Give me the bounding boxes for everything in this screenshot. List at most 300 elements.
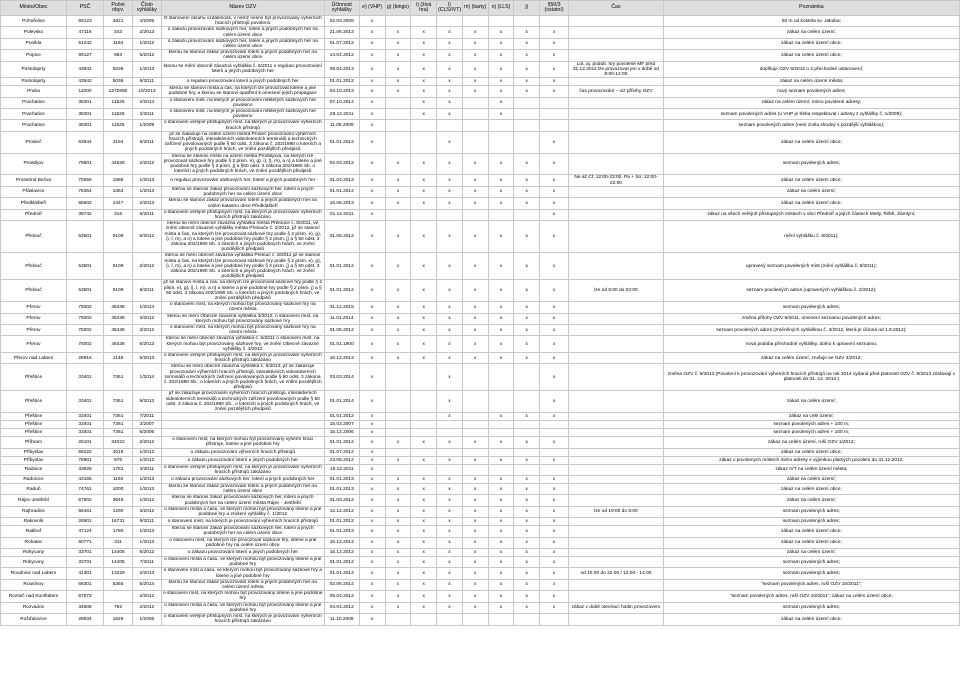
live-game-cell: x <box>411 153 437 175</box>
time-cell <box>569 198 664 209</box>
other-cell: x <box>540 484 569 495</box>
effective-date-cell: 15.12.2012 <box>324 549 359 557</box>
decree-name-cell: kterou se stanoví zákaz provozování loterií a jiných podobných her na celém území obce <box>161 484 324 495</box>
cls-ivt-cell: x <box>437 476 463 484</box>
effective-date-cell: 01.05.2012 <box>324 324 359 335</box>
zip-cell: 50771 <box>66 537 103 548</box>
zip-cell: 75002 <box>66 302 103 313</box>
table-row <box>1 302 960 313</box>
note-cell: seznam povolených adres + 100 m; <box>663 421 959 429</box>
other-cell: x <box>540 518 569 526</box>
live-game-cell <box>411 131 437 153</box>
live-game-cell: x <box>411 109 437 120</box>
table-row <box>1 175 960 186</box>
cards-cell <box>462 413 488 421</box>
city-cell: Postoloprty <box>1 78 67 86</box>
column-header[interactable]: PSČ <box>66 1 103 16</box>
note-cell: seznam povolených adres (změněných vyhláškou č. 3/2012, která je účinná od 1.9.2012); <box>663 324 959 335</box>
decree-name-cell: o stanovení veřejně přístupných míst, na kterých je provozování výherních hracích přístrojů zakázáno <box>161 209 324 220</box>
bingo-cell: x <box>385 526 411 537</box>
cls-ivt-cell: x <box>437 302 463 313</box>
decree-name-cell: již se stanoví místa a čas, na kterých lze provozovat sázkové hry podle § 2 písm. e), g), i), l, m), a n) a loterie a jiné podobné hry podle § 2 písm. j) a § 50 odst. 3 zákona 202/1990 Sb. o loteriích a jiných podobných hrách, ve znění pozdějších předpisů <box>161 280 324 302</box>
other-cell: x <box>540 549 569 557</box>
decree-name-cell: o stanovení veřejně přístupných míst, na kterých je provozování výherních hracích přístrojů zakázáno <box>161 464 324 475</box>
population-cell: 1148 <box>104 352 133 363</box>
other-cell: x <box>540 602 569 613</box>
table-row <box>1 78 960 86</box>
population-cell: 45438 <box>104 313 133 324</box>
vhp-cell: x <box>359 221 385 253</box>
lls-cell: x <box>488 153 514 175</box>
live-game-cell: x <box>411 518 437 526</box>
zip-cell: 38742 <box>66 209 103 220</box>
cls-ivt-cell: x <box>437 506 463 517</box>
decree-number-cell: 6/2011 <box>132 78 161 86</box>
vhp-cell: x <box>359 61 385 78</box>
time-cell: lze od 19:00 do 5:00 <box>569 506 664 517</box>
note-cell: zákaz na celém území obce; <box>663 537 959 548</box>
decree-name-cell: kterou se mění obecně závazná vyhláška města Přelouče č. 8/2011, ve znění obecně závazné vyhlášky města Přelouče č. 2/2012, již se stanoví místa a čas, na kterých lze provozovat sázkové hry podle § 2 písm. e), g), i), l, m), a n) a loterie a jiné podobné hry podle § 2 písm. j) a § 50 odst. 3 zákona 202/1990 Sb. o loteriích a jiných podobných hrách, ve znění pozdějších předpisů <box>161 221 324 253</box>
note-cell: zákaz na celém území obce; <box>663 614 959 625</box>
live-game-cell: x <box>411 557 437 568</box>
decree-number-cell: 2/2013 <box>132 198 161 209</box>
table-row <box>1 429 960 437</box>
note-cell: seznam povolených adres (upravených vyhláškou č. 2/2012); <box>663 280 959 302</box>
j-cell: x <box>514 557 540 568</box>
decree-number-cell: 1/2012 <box>132 456 161 464</box>
decree-number-cell: 5/2006 <box>132 429 161 437</box>
population-cell: 7361 <box>104 413 133 421</box>
cls-ivt-cell: x <box>437 175 463 186</box>
decree-name-cell: kterou se mění obecně závazná vyhláška Přelouč č. 8/2011 již se stanoví místa a čas, na kterých lze provozovat sázkové hry podle § 2 písm. e), g), i), l, m), a n) a loterie a jiné podobné hry podle § 2 písm. j) a § 50 odst. 3 zákona 202/1990 Sb. o loteriích a jiných podobných hrách, ve znění pozdějších předpisů <box>161 253 324 280</box>
decree-name-cell: o zákazu provozování sázkových her, loterií a jiných podobných her na celém území obce <box>161 38 324 49</box>
lls-cell: x <box>488 537 514 548</box>
column-header[interactable]: g) (bingo) <box>385 1 411 16</box>
vhp-cell: x <box>359 602 385 613</box>
j-cell: x <box>514 518 540 526</box>
vhp-cell: x <box>359 38 385 49</box>
column-header[interactable]: i) (živá hra) <box>411 1 437 16</box>
vhp-cell: x <box>359 484 385 495</box>
cls-ivt-cell <box>437 209 463 220</box>
lls-cell: x <box>488 50 514 61</box>
decree-name-cell: kterou se stanoví místa na území města Prostějova, na kterých lze provozovat sázkové hry podle § 2 písm. e), g), i), l), m), a n) a loterie a jiné podobné hry podle § 2 písm. j) a §50 odst. 3 zákona 202/1990 Sb. o loteriích a jiných podobných hrách, ve znění pozdějších předpisů <box>161 153 324 175</box>
vhp-cell: x <box>359 280 385 302</box>
time-cell <box>569 253 664 280</box>
table-row <box>1 526 960 537</box>
decree-name-cell: o stanovení místa a času, ve kterých mohou být provozovány loterie a jiné podobné hry <box>161 602 324 613</box>
decree-name-cell: již se zakazuje na celém území města Proseč provozování výherních hracích přístrojů, interaktivních videoloterních terminálů a technických zařízení povolovaných podle § 50 odst. 3 zákona č. 202/1990 o loteriích a jiných podobných hrách, ve znění pozdějších předpisů <box>161 131 324 153</box>
live-game-cell: x <box>411 324 437 335</box>
city-cell: Rokycany <box>1 549 67 557</box>
vhp-cell: x <box>359 27 385 38</box>
cls-ivt-cell: x <box>437 153 463 175</box>
city-cell: Prachatice <box>1 109 67 120</box>
lls-cell: x <box>488 61 514 78</box>
city-cell: Popice <box>1 50 67 61</box>
bingo-cell: x <box>385 313 411 324</box>
note-cell: mění vyhlášku č. 8/2011); <box>663 221 959 253</box>
note-cell: zákaz na celém území obce; <box>663 131 959 153</box>
cls-ivt-cell: x <box>437 97 463 108</box>
cards-cell: x <box>462 38 488 49</box>
cls-ivt-cell: x <box>437 591 463 602</box>
note-cell: seznam povolených adres; <box>663 602 959 613</box>
time-cell <box>569 549 664 557</box>
cards-cell: x <box>462 302 488 313</box>
cls-ivt-cell: x <box>437 50 463 61</box>
bingo-cell <box>385 429 411 437</box>
vhp-cell: x <box>359 448 385 456</box>
lls-cell <box>488 614 514 625</box>
cards-cell: x <box>462 484 488 495</box>
column-header[interactable]: Poznámka <box>663 1 959 16</box>
lls-cell: x <box>488 557 514 568</box>
city-cell: Radnice <box>1 464 67 475</box>
table-row <box>1 568 960 579</box>
decree-number-cell: 6/2012 <box>132 221 161 253</box>
time-cell <box>569 78 664 86</box>
time-cell <box>569 464 664 475</box>
live-game-cell: x <box>411 280 437 302</box>
effective-date-cell: 01.01.2012 <box>324 413 359 421</box>
vhp-cell: x <box>359 464 385 475</box>
bingo-cell: x <box>385 175 411 186</box>
other-cell: x <box>540 61 569 78</box>
population-cell: 5036 <box>104 78 133 86</box>
city-cell: Radonice <box>1 476 67 484</box>
cls-ivt-cell <box>437 448 463 456</box>
table-row <box>1 364 960 391</box>
table-row <box>1 557 960 568</box>
lls-cell: x <box>488 506 514 517</box>
bingo-cell: x <box>385 437 411 448</box>
lls-cell: x <box>488 324 514 335</box>
column-header[interactable]: §50/3 (ostatní) <box>540 1 569 16</box>
decree-number-cell: 1/2013 <box>132 476 161 484</box>
cls-ivt-cell: x <box>437 27 463 38</box>
bingo-cell: x <box>385 568 411 579</box>
vhp-cell: x <box>359 97 385 108</box>
cards-cell: x <box>462 526 488 537</box>
j-cell <box>514 109 540 120</box>
column-header[interactable]: Město/Obec <box>1 1 67 16</box>
table-row <box>1 506 960 517</box>
zip-cell: 43942 <box>66 61 103 78</box>
lls-cell: x <box>488 579 514 590</box>
vhp-cell: x <box>359 413 385 421</box>
effective-date-cell: 01.01.1900 <box>324 336 359 353</box>
bingo-cell: x <box>385 484 411 495</box>
cls-ivt-cell: x <box>437 253 463 280</box>
cards-cell: x <box>462 336 488 353</box>
column-header[interactable]: Název OZV <box>161 1 324 16</box>
cards-cell: x <box>462 437 488 448</box>
time-cell <box>569 221 664 253</box>
other-cell: x <box>540 413 569 421</box>
cards-cell: x <box>462 280 488 302</box>
column-header[interactable]: m) (karty) <box>462 1 488 16</box>
zip-cell: 47124 <box>66 526 103 537</box>
city-cell: Přelouč <box>1 221 67 253</box>
bingo-cell <box>385 464 411 475</box>
decree-name-cell: kterou se stanoví zákaz provozování sázkových her, loterií a jiných podobných her na celém území obce <box>161 526 324 537</box>
cls-ivt-cell: x <box>437 568 463 579</box>
vhp-cell: x <box>359 120 385 131</box>
city-cell: Prachatice <box>1 120 67 131</box>
other-cell: x <box>540 186 569 197</box>
decree-name-cell: o zákazu provozování sázkových her, loterií a jiných podobných her <box>161 476 324 484</box>
vhp-cell: x <box>359 391 385 413</box>
decree-name-cell: o stanovení veřejně přístupných míst, na kterých je provozování výherních hracích přístrojů zakázáno <box>161 614 324 625</box>
live-game-cell: x <box>411 175 437 186</box>
zip-cell: 26901 <box>66 518 103 526</box>
note-cell: upravený seznam povolených míst (mění vyhlášku č. 8/2011); <box>663 253 959 280</box>
lls-cell: x <box>488 38 514 49</box>
population-cell: 5036 <box>104 61 133 78</box>
bingo-cell <box>385 364 411 391</box>
population-cell: 3645 <box>104 495 133 506</box>
other-cell <box>540 109 569 120</box>
zip-cell: 33401 <box>66 413 103 421</box>
decree-name-cell: o regulaci provozování sázkových her, loterií a jiných podobných her <box>161 175 324 186</box>
time-cell: zákaz v době otevírací hodin provozovem <box>569 602 664 613</box>
zip-cell: 28916 <box>66 352 103 363</box>
lls-cell: x <box>488 437 514 448</box>
lls-cell <box>488 120 514 131</box>
j-cell: x <box>514 302 540 313</box>
j-cell: x <box>514 413 540 421</box>
cls-ivt-cell: x <box>437 313 463 324</box>
column-header[interactable]: e) (VHP) <box>359 1 385 16</box>
bingo-cell: x <box>385 324 411 335</box>
effective-date-cell: 07.10.2014 <box>324 97 359 108</box>
effective-date-cell: 02.06.2014 <box>324 579 359 590</box>
vhp-cell: x <box>359 313 385 324</box>
decree-number-cell: 1/2013 <box>132 537 161 548</box>
population-cell: 11525 <box>104 120 133 131</box>
table-row <box>1 186 960 197</box>
population-cell: 14405 <box>104 557 133 568</box>
effective-date-cell: 11.08.2009 <box>324 120 359 131</box>
column-header[interactable]: Čas <box>569 1 664 16</box>
j-cell: x <box>514 476 540 484</box>
population-cell: 1193 <box>104 476 133 484</box>
live-game-cell: x <box>411 352 437 363</box>
decree-number-cell: 2/2013 <box>132 27 161 38</box>
decree-number-cell: 1/2012 <box>132 38 161 49</box>
decree-name-cell: kterou se stanoví zákaz provozování loterií a jiných podobných her na celém katastru obce Předklášteří <box>161 198 324 209</box>
live-game-cell: x <box>411 476 437 484</box>
bingo-cell <box>385 448 411 456</box>
population-cell: 1626 <box>104 614 133 625</box>
live-game-cell: x <box>411 579 437 590</box>
decree-number-cell: 3/2012 <box>132 324 161 335</box>
other-cell: x <box>540 86 569 97</box>
zip-cell: 33401 <box>66 364 103 391</box>
decree-number-cell: 3/2012 <box>132 506 161 517</box>
cls-ivt-cell: x <box>437 557 463 568</box>
table-row <box>1 518 960 526</box>
effective-date-cell: 01.01.2013 <box>324 484 359 495</box>
effective-date-cell: 01.01.2012 <box>324 518 359 526</box>
live-game-cell: x <box>411 221 437 253</box>
population-cell: 343 <box>104 27 133 38</box>
vhp-cell: x <box>359 591 385 602</box>
vhp-cell: x <box>359 175 385 186</box>
lls-cell <box>488 429 514 437</box>
vhp-cell: x <box>359 518 385 526</box>
population-cell: 1290 <box>104 506 133 517</box>
bingo-cell: x <box>385 579 411 590</box>
decree-name-cell <box>161 413 324 421</box>
population-cell: 9108 <box>104 221 133 253</box>
vhp-cell: x <box>359 526 385 537</box>
column-header[interactable]: l) (CLS/IVT) <box>437 1 463 16</box>
cls-ivt-cell <box>437 120 463 131</box>
decree-number-cell: 5/2013 <box>132 352 161 363</box>
column-header[interactable]: Účinnost vyhlášky <box>324 1 359 16</box>
note-cell: seznam povolených adres; <box>663 557 959 568</box>
table-row <box>1 602 960 613</box>
vhp-cell: x <box>359 437 385 448</box>
city-cell: Pohořelice <box>1 16 67 27</box>
effective-date-cell: 15.12.2013 <box>324 537 359 548</box>
table-row <box>1 38 960 49</box>
population-cell: 1780 <box>104 526 133 537</box>
j-cell: x <box>514 579 540 590</box>
bingo-cell: x <box>385 61 411 78</box>
bingo-cell: x <box>385 476 411 484</box>
vhp-cell: x <box>359 429 385 437</box>
time-cell <box>569 518 664 526</box>
zip-cell: 11000 <box>66 86 103 97</box>
note-cell: seznam povolených adres; <box>663 153 959 175</box>
population-cell: 45438 <box>104 324 133 335</box>
j-cell <box>514 16 540 27</box>
population-cell: 1363 <box>104 186 133 197</box>
live-game-cell: x <box>411 484 437 495</box>
table-row <box>1 464 960 475</box>
city-cell: Prosetínd Bečva <box>1 175 67 186</box>
zip-cell: 34806 <box>66 602 103 613</box>
city-cell: Raduň <box>1 484 67 495</box>
note-cell: zákaz na celém území obce; <box>663 50 959 61</box>
population-cell: 1000 <box>104 484 133 495</box>
population-cell: 1194 <box>104 38 133 49</box>
other-cell <box>540 429 569 437</box>
j-cell: x <box>514 313 540 324</box>
cls-ivt-cell: x <box>437 38 463 49</box>
time-cell <box>569 120 664 131</box>
effective-date-cell: 15.03.2007 <box>324 421 359 429</box>
table-row <box>1 253 960 280</box>
lls-cell: x <box>488 602 514 613</box>
city-cell: Prachatice <box>1 97 67 108</box>
live-game-cell <box>411 429 437 437</box>
live-game-cell <box>411 120 437 131</box>
decree-name-cell: o stanovení míst, na kterých mohou být provozovány loterie a jiné podobné hry <box>163 591 323 602</box>
bingo-cell: x <box>385 549 411 557</box>
cards-cell: x <box>462 506 488 517</box>
live-game-cell <box>411 421 437 429</box>
bingo-cell <box>385 97 411 108</box>
cards-cell <box>462 109 488 120</box>
j-cell <box>514 120 540 131</box>
decree-name-cell: kterou se stanoví zákaz provozování loterií a jiných podobných her na celém území obce <box>161 50 324 61</box>
lls-cell: x <box>488 280 514 302</box>
cards-cell: x <box>462 591 488 602</box>
vhp-cell: x <box>359 579 385 590</box>
city-cell: Přeštice <box>1 364 67 391</box>
other-cell: x <box>540 537 569 548</box>
cards-cell: x <box>462 579 488 590</box>
cards-cell: x <box>462 253 488 280</box>
table-row <box>1 313 960 324</box>
table-row <box>1 456 960 464</box>
time-cell <box>569 421 664 429</box>
column-header[interactable]: j) <box>514 1 540 16</box>
cards-cell: x <box>462 86 488 97</box>
cards-cell: x <box>462 602 488 613</box>
lls-cell <box>488 421 514 429</box>
other-cell: x <box>540 506 569 517</box>
decree-name-cell: již se zakazuje provozování výherních hracích přístrojů, interaktivních videoloterních terminálů a technických zařízení povolovaných podle § 50 odst. 3 zákona č. 202/1990 Sb., o loteriích a jiných podobných hrách, ve znění pozdějších předpisů <box>161 391 324 413</box>
other-cell: x <box>540 50 569 61</box>
effective-date-cell: 01.04.2013 <box>324 175 359 186</box>
column-header[interactable]: Číslo vyhlášky <box>132 1 161 16</box>
other-cell: x <box>540 324 569 335</box>
zip-cell: 75002 <box>66 324 103 335</box>
live-game-cell: x <box>411 506 437 517</box>
effective-date-cell: 01.01.2013 <box>324 526 359 537</box>
zip-cell: 47116 <box>66 27 103 38</box>
cls-ivt-cell: x <box>437 495 463 506</box>
time-cell <box>569 484 664 495</box>
lls-cell: x <box>488 591 514 602</box>
decree-name-cell: kterou se stanoví zákaz provozování loterií a jiných podobných her na celém území města <box>161 579 324 590</box>
time-cell <box>569 50 664 61</box>
live-game-cell: x <box>411 198 437 209</box>
note-cell: seznam povolených adres (u VHP je třeba respektovat i adresy z vyhlášky č. 1/2009); <box>663 109 959 120</box>
note-cell: doplňuje OZV 6/2012 o 2.přechodné ustanovení; <box>663 61 959 78</box>
effective-date-cell: 01.01.2012 <box>324 437 359 448</box>
j-cell <box>514 614 540 625</box>
lls-cell: x <box>488 352 514 363</box>
column-header[interactable]: n) (LLS) <box>488 1 514 16</box>
decree-number-cell: 1/2013 <box>132 484 161 495</box>
cards-cell: x <box>462 495 488 506</box>
city-cell: Přeštice <box>1 391 67 413</box>
zip-cell: 78354 <box>66 186 103 197</box>
live-game-cell: x <box>411 456 437 464</box>
j-cell: x <box>514 27 540 38</box>
decree-number-cell: 2/2011 <box>132 109 161 120</box>
cards-cell: x <box>462 50 488 61</box>
population-cell: 2184 <box>104 131 133 153</box>
vhp-cell: x <box>359 253 385 280</box>
city-cell: Rohatec <box>1 537 67 548</box>
decree-number-cell: 2/2012 <box>132 153 161 175</box>
zip-cell: 66602 <box>66 198 103 209</box>
cards-cell: x <box>462 153 488 175</box>
other-cell: x <box>540 313 569 324</box>
vhp-cell: x <box>359 324 385 335</box>
bingo-cell <box>385 421 411 429</box>
effective-date-cell: 04.04.2012 <box>324 602 359 613</box>
lls-cell: x <box>488 86 514 97</box>
column-header[interactable]: Počet obyv. <box>104 1 133 16</box>
